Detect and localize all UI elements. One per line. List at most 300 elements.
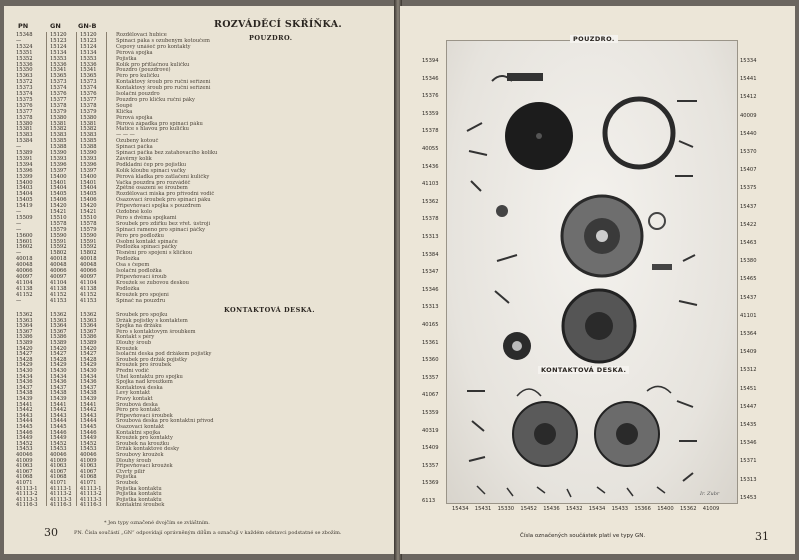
part-number: 15510 <box>80 214 97 221</box>
part-number: 15385 <box>50 138 67 145</box>
part-number: 15590 <box>50 232 67 239</box>
part-number: 15420 <box>50 203 67 210</box>
part-number: 15381 <box>16 126 33 133</box>
part-number: 15363 <box>16 317 33 324</box>
part-number: 41153 <box>80 297 97 304</box>
part-number: 41068 <box>50 474 67 481</box>
part-number: 40097 <box>80 273 97 280</box>
part-number: 15367 <box>16 328 33 335</box>
part-description: Spínací páčka <box>116 144 153 151</box>
part-description: Šroubová deska <box>116 401 158 408</box>
part-number-label: 40055 <box>422 146 439 152</box>
part-description: Připevňovací šroub <box>116 273 167 280</box>
part-number: 15383 <box>50 132 67 139</box>
part-number: 15438 <box>50 390 67 397</box>
part-number: 15380 <box>80 114 97 121</box>
part-number-label: 15313 <box>740 476 757 483</box>
part-description: Matice s hlavou pro kuličku <box>116 126 189 133</box>
part-number: 15376 <box>50 91 67 97</box>
part-number: 15443 <box>16 412 33 419</box>
part-description: Ozubený kotouč <box>116 138 159 145</box>
part-number: 15443 <box>80 412 97 419</box>
part-number: 41067 <box>50 468 67 475</box>
part-number: 41152 <box>50 291 67 298</box>
part-number: 41063 <box>16 463 33 470</box>
part-description: Závěrný kolík <box>116 155 152 162</box>
part-number: 15442 <box>16 407 33 414</box>
part-number: 15429 <box>16 362 33 369</box>
part-number: — <box>16 250 22 257</box>
part-description: Osazovací kontakt <box>116 424 165 430</box>
part-number: 15134 <box>80 49 97 56</box>
part-number: 15364 <box>50 323 67 330</box>
part-number: 15449 <box>16 435 33 442</box>
part-number: 15353 <box>80 55 97 62</box>
part-number: 15444 <box>80 418 97 425</box>
part-number-label: 15359 <box>422 110 439 117</box>
part-description: Rozdělovací miska pro přívodní vodič <box>116 191 215 198</box>
part-description: Spinací rameno pro spínací páčky <box>116 226 206 233</box>
part-number: 15592 <box>80 244 97 251</box>
part-number: 41116-3 <box>80 502 102 509</box>
part-number: 41153 <box>50 297 67 304</box>
part-number: 40097 <box>16 273 33 280</box>
part-number: 40046 <box>50 452 67 458</box>
part-number: 41116-3 <box>16 502 38 509</box>
section-heading-kontaktova: KONTAKTOVÁ DESKA. <box>224 306 315 314</box>
part-number-label: 15334 <box>740 58 757 64</box>
part-description: Kontakt s péry <box>116 334 155 341</box>
part-description: Spojka na držáku <box>116 323 162 330</box>
part-description: — — — <box>116 132 135 139</box>
part-number-label: 41067 <box>422 392 439 399</box>
part-number: 40046 <box>16 452 33 458</box>
parts-illustration <box>447 41 737 503</box>
parts-photograph <box>446 40 738 504</box>
part-description: Pérová kladka pro zatlačení kuličky <box>116 173 210 180</box>
part-number: 15341 <box>50 67 67 74</box>
part-number: 15353 <box>50 55 67 62</box>
part-number: 15441 <box>50 401 67 408</box>
part-number: 15380 <box>50 114 67 121</box>
col-header-gn: GN <box>50 22 61 30</box>
part-number: 40046 <box>80 452 97 458</box>
part-number: 41009 <box>80 457 97 464</box>
part-number: 15802 <box>50 250 67 257</box>
part-number: 41068 <box>16 474 33 481</box>
part-number: 41113-2 <box>50 491 72 498</box>
part-description: Kroužek pro spojení <box>116 291 169 298</box>
part-number: 41113-3 <box>80 496 102 503</box>
part-number: 15373 <box>80 79 97 86</box>
part-number: 40048 <box>80 262 97 269</box>
part-number: 41104 <box>50 279 67 286</box>
part-number: 15381 <box>50 120 67 127</box>
part-description: Ozdobné kolo <box>116 209 152 215</box>
part-number-label: 15357 <box>422 374 439 381</box>
part-description: Pravý kontakt <box>116 396 153 402</box>
part-description: Vačka pouzdra pro rozváděč <box>116 179 191 186</box>
part-description: Držák kontaktové desky <box>116 446 180 453</box>
part-number: 15394 <box>16 161 33 168</box>
part-number: 15364 <box>16 323 33 330</box>
part-number: 40066 <box>80 268 97 274</box>
part-number: 41113-3 <box>50 496 72 503</box>
part-number: 15579 <box>80 226 97 233</box>
part-description: Úhel kontaktu pro spojku <box>116 373 183 380</box>
part-number-label: 15346 <box>740 440 757 447</box>
photo-label-pouzdro: POUZDRO. <box>570 35 618 43</box>
part-number: 15381 <box>80 120 97 127</box>
part-number: 15445 <box>50 424 67 430</box>
part-number: 15351 <box>16 49 33 56</box>
part-number: 15362 <box>16 312 33 318</box>
part-number-label: 15366 <box>634 506 651 512</box>
part-number-label: 15380 <box>740 258 757 265</box>
part-number: 15419 <box>16 203 33 210</box>
part-number: 15591 <box>50 238 67 245</box>
part-number-label: 15435 <box>740 422 757 428</box>
part-number-label: 15437 <box>740 203 757 210</box>
part-number: 15401 <box>50 179 67 186</box>
part-description: Podložka <box>116 285 140 292</box>
part-number: 15438 <box>80 390 97 397</box>
part-number: 15374 <box>80 85 97 92</box>
part-number-label: 15431 <box>474 506 492 512</box>
part-number: 15429 <box>80 362 97 369</box>
part-number: 15400 <box>16 179 33 186</box>
part-number: 15427 <box>16 351 33 358</box>
part-number: 15400 <box>80 173 97 180</box>
part-number: 15437 <box>80 384 97 391</box>
part-number: 15439 <box>16 396 33 402</box>
part-number: 15509 <box>16 214 33 221</box>
part-number: 15363 <box>16 73 33 80</box>
part-number: 15434 <box>80 373 97 380</box>
part-description: Osa s čepem <box>116 262 150 269</box>
part-number: — <box>16 220 22 227</box>
part-number: 15437 <box>16 384 33 391</box>
part-number-label: 40009 <box>740 112 757 119</box>
part-number: 41138 <box>80 285 97 292</box>
part-number: 15388 <box>80 144 97 151</box>
part-number: 15376 <box>16 102 33 109</box>
part-number-label: 15436 <box>422 163 439 170</box>
part-number: 15396 <box>16 167 33 174</box>
part-number: 15134 <box>50 49 67 56</box>
part-description: Pojistka <box>116 55 137 62</box>
part-number: 15429 <box>50 362 67 369</box>
part-number: 41113-3 <box>16 496 38 503</box>
part-description: Pérová spojka <box>116 49 153 56</box>
part-number: 15400 <box>50 173 67 180</box>
part-number: 15578 <box>50 220 67 227</box>
part-number-label: 15433 <box>611 506 629 512</box>
part-number: 15444 <box>16 418 33 425</box>
part-number: 41113-1 <box>80 485 102 492</box>
part-number-label: 15407 <box>740 167 757 174</box>
part-number: 15396 <box>80 161 97 168</box>
part-number: 41067 <box>16 468 33 475</box>
part-number: 41116-3 <box>50 502 72 509</box>
part-number: 15420 <box>16 345 33 352</box>
part-description: Šroubek pro zdířku bez vřet. ústrojí <box>116 220 211 227</box>
part-number: 15446 <box>80 429 97 436</box>
part-description: Zpětné osazení se šroubem <box>116 185 188 192</box>
part-number: 15601 <box>16 238 33 245</box>
part-number: 15443 <box>50 412 67 419</box>
part-number: 15336 <box>80 61 97 68</box>
part-number: 15445 <box>16 424 33 430</box>
part-number: 15378 <box>16 114 33 121</box>
part-number: 15420 <box>80 203 97 210</box>
part-number: 15421 <box>80 209 97 215</box>
part-number: 15350 <box>16 67 33 74</box>
part-description: Šroubek <box>116 480 139 486</box>
part-number: 15441 <box>16 401 33 408</box>
part-number: 15405 <box>50 191 67 198</box>
part-number: — <box>16 144 22 151</box>
part-number: 15439 <box>50 396 67 402</box>
part-number: 15365 <box>80 73 97 80</box>
part-number: 41067 <box>80 468 97 475</box>
part-number: 15430 <box>80 368 97 374</box>
part-number: 41104 <box>80 279 97 286</box>
part-number: 15123 <box>50 37 67 44</box>
photographer-signature: Ir. Zubr <box>700 491 720 497</box>
part-number: — <box>16 37 22 44</box>
part-number-label: 15376 <box>422 93 439 100</box>
part-description: Pojistka kontaktu <box>116 485 162 492</box>
part-number: 15365 <box>50 73 67 80</box>
part-number: 15420 <box>50 345 67 352</box>
part-number: 15390 <box>80 150 97 156</box>
part-number: 15382 <box>80 126 97 133</box>
part-number: 15376 <box>80 91 97 97</box>
part-number: 15446 <box>50 429 67 436</box>
part-number-label: 15378 <box>422 216 439 223</box>
part-number: — <box>16 209 22 215</box>
part-number-label: 15412 <box>740 94 757 101</box>
part-number: 15373 <box>50 79 67 86</box>
part-description: Kontaktová deska <box>116 384 163 391</box>
part-number: 15579 <box>50 226 67 233</box>
part-number-label: 15362 <box>422 198 439 205</box>
part-description: Těsnění pro spojení s kličkou <box>116 250 193 257</box>
part-number: 15389 <box>16 340 33 346</box>
part-number: 15439 <box>80 396 97 402</box>
part-number: 15421 <box>50 209 67 215</box>
part-description: Podložka <box>116 256 140 263</box>
part-number: 15383 <box>80 132 97 139</box>
part-number: 15382 <box>50 126 67 133</box>
part-number: 15336 <box>16 61 33 68</box>
part-number: 15352 <box>16 55 33 62</box>
part-number: 15341 <box>80 67 97 74</box>
part-number: 40097 <box>50 273 67 280</box>
part-number-label: 15437 <box>740 294 757 301</box>
part-description: Spínač na pouzdru <box>116 297 166 304</box>
part-description: Kroužek pro šroubek <box>116 362 172 369</box>
part-number: 15367 <box>50 328 67 335</box>
part-number: 15373 <box>16 85 33 92</box>
part-number: — <box>16 226 22 233</box>
part-description: Pojistka kontaktu <box>116 496 162 503</box>
part-number: 15367 <box>80 328 97 335</box>
part-number-label: 15452 <box>520 506 537 512</box>
part-number: 15442 <box>50 407 67 414</box>
part-number: 41063 <box>50 463 67 470</box>
part-number-label: 15463 <box>740 240 757 246</box>
part-description: Připevňovací šroubek <box>116 412 173 419</box>
part-description: Isolační podložka <box>116 268 162 274</box>
part-number: 15434 <box>50 373 67 380</box>
part-description: Kontaktový šroub pro ruční seřízení <box>116 85 211 92</box>
part-number: 15348 <box>16 32 33 38</box>
part-number: 15390 <box>50 150 67 156</box>
part-number: 15427 <box>80 351 97 358</box>
part-number: 15377 <box>50 96 67 103</box>
part-number: 41009 <box>50 457 67 464</box>
part-number: 15420 <box>80 345 97 352</box>
part-number: 15378 <box>50 102 67 109</box>
part-number: 15388 <box>50 144 67 151</box>
part-description: Kontaktový šroub pro ruční seřízení <box>116 79 211 86</box>
part-number: 15802 <box>80 250 97 257</box>
part-number: 15430 <box>50 368 67 374</box>
part-number-label: 40165 <box>422 322 439 328</box>
part-number: 15405 <box>80 191 97 198</box>
part-number-label: 15447 <box>740 403 757 410</box>
part-description: Péro pro kuličku <box>116 73 160 80</box>
part-number-label: 15347 <box>422 269 439 276</box>
part-number: 15452 <box>16 440 33 447</box>
part-number: 15393 <box>80 155 97 162</box>
part-number: 15600 <box>16 232 33 239</box>
part-description: Péro pro kontakt <box>116 407 161 414</box>
part-description: Šroubek pro spojku <box>116 312 168 318</box>
footnote-1: * Jen typy označené dvojčím se zvláštním. <box>104 520 210 526</box>
part-number: 15446 <box>16 429 33 436</box>
table-row <box>12 502 387 509</box>
part-number: 15385 <box>80 138 97 145</box>
part-number: 15124 <box>80 43 97 50</box>
part-number-label: 41009 <box>702 506 720 512</box>
part-number: 15445 <box>80 424 97 430</box>
part-number: 15383 <box>16 132 33 139</box>
part-description: Kontaktní šroubek <box>116 502 165 509</box>
part-number: 15386 <box>50 334 67 341</box>
part-number: 15378 <box>80 102 97 109</box>
part-number-label: 15361 <box>422 339 439 346</box>
part-number: 41063 <box>80 463 97 470</box>
part-description: Isolační pouzdro <box>116 91 160 97</box>
part-number: 15399 <box>16 173 33 180</box>
part-number-label: 15369 <box>422 480 439 487</box>
part-number: 15404 <box>16 191 33 198</box>
part-number-label: 15453 <box>740 494 757 501</box>
part-description: Klička <box>116 108 133 115</box>
part-number: 15364 <box>80 323 97 330</box>
part-number-label: 6113 <box>422 498 436 504</box>
part-description: Pérová západka pro spínací páku <box>116 120 203 127</box>
part-description: Isolační deska pod držákem pojistky <box>116 351 212 358</box>
part-number-label: 15375 <box>740 185 757 192</box>
housing-ring-drawing <box>605 99 673 167</box>
part-number: 41009 <box>16 457 33 464</box>
part-number: 15397 <box>50 167 67 174</box>
part-number: 15372 <box>16 79 33 86</box>
part-number: 15362 <box>50 312 67 318</box>
page-number-left: 30 <box>44 526 58 539</box>
part-number: 15441 <box>80 401 97 408</box>
part-number: 15406 <box>80 197 97 204</box>
part-description: Kroužek se zubovou deskou <box>116 279 190 286</box>
part-number-label: 15312 <box>740 367 757 374</box>
part-number: 15379 <box>50 108 67 115</box>
part-number: 15453 <box>16 446 33 453</box>
part-description: Kroužek pro kontakty <box>116 435 173 442</box>
part-description: Osazovací šroubek pro spínací páku <box>116 197 211 204</box>
table-row <box>12 298 387 305</box>
part-number-label: 15370 <box>740 149 757 155</box>
part-description: Rozdělovací hubice <box>116 32 167 38</box>
part-number-label: 15436 <box>543 506 560 512</box>
part-number-label: 41101 <box>740 312 757 319</box>
part-number: 15324 <box>16 43 33 50</box>
part-number: 15384 <box>16 138 33 145</box>
part-number: 41152 <box>16 291 33 298</box>
part-description: Držák pojistky s kontaktem <box>116 317 188 324</box>
page-number-right: 31 <box>755 530 769 543</box>
part-number-label: 15440 <box>740 130 757 137</box>
part-description: Spínací páčka bez zatahovacího kolíku <box>116 150 218 156</box>
part-number: 15453 <box>50 446 67 453</box>
part-description: Levý kontakt <box>116 390 151 397</box>
part-number: 40018 <box>80 256 97 263</box>
part-number: 41113-1 <box>16 485 38 492</box>
part-number-label: 15313 <box>422 234 439 240</box>
part-number-label: 15362 <box>680 506 697 512</box>
part-number: 15389 <box>16 150 33 156</box>
part-number: 15590 <box>80 232 97 239</box>
part-number: 15396 <box>50 161 67 168</box>
part-number-label: 41103 <box>422 181 439 188</box>
part-number: 15444 <box>50 418 67 425</box>
part-number: 15386 <box>16 334 33 341</box>
part-number: 15578 <box>80 220 97 227</box>
part-number: 15405 <box>16 197 33 204</box>
part-number: 15452 <box>50 440 67 447</box>
col-header-pn: PN <box>18 22 29 30</box>
part-number: 40018 <box>50 256 67 263</box>
part-description: Péro pro podložku <box>116 232 164 239</box>
part-number: 15436 <box>80 379 97 386</box>
part-description: Péro s dvěma spojkami <box>116 214 177 221</box>
part-number: 15428 <box>16 356 33 363</box>
part-number: 15404 <box>50 185 67 192</box>
part-number: 41071 <box>50 480 67 486</box>
part-description: Šroubek pro držák pojistky <box>116 356 188 363</box>
photo-caption: Čísla označených součástek platí ve typy GN. <box>520 533 646 539</box>
part-description: Šroubek na kroužku <box>116 440 170 447</box>
part-description: Osobní kontakt spínače <box>116 238 178 245</box>
part-number: 41071 <box>16 480 33 486</box>
part-number-label: 15394 <box>422 58 439 64</box>
part-number: 15404 <box>80 185 97 192</box>
part-number: 40018 <box>16 256 33 263</box>
part-number: 41113-2 <box>80 491 102 498</box>
